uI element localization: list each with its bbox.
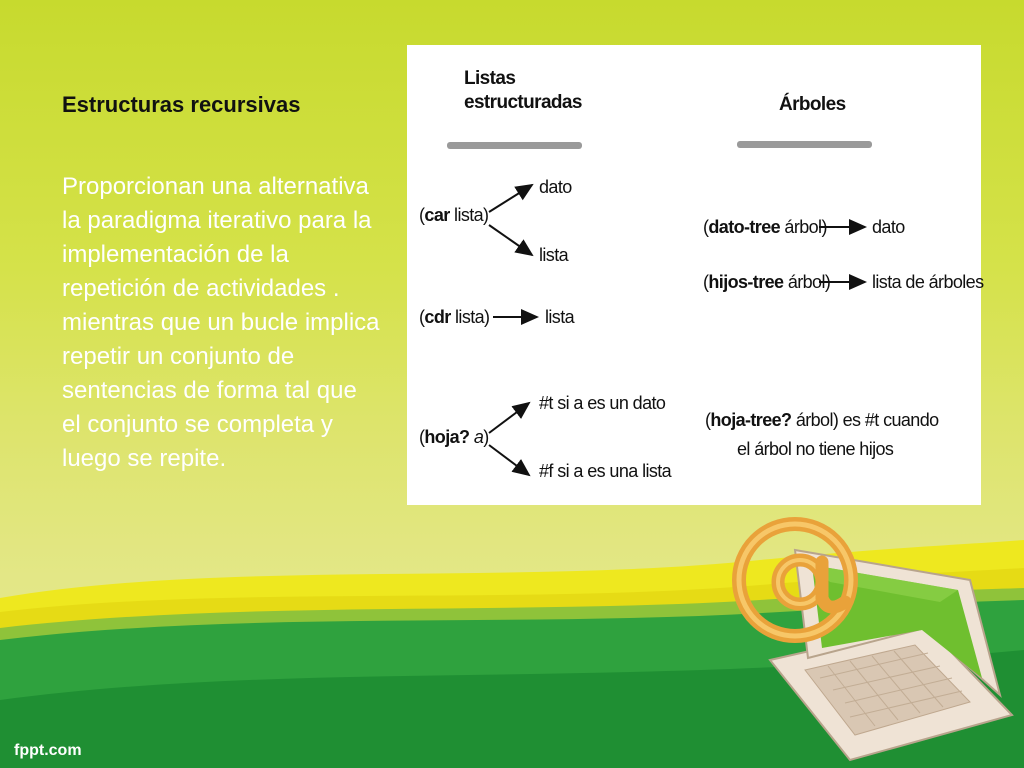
hoja-expression: (hoja? a) xyxy=(419,427,489,447)
cdr-expression: (cdr lista) xyxy=(419,307,490,327)
hoja-tree-description: el árbol no tiene hijos xyxy=(737,439,894,459)
slide-title: Estructuras recursivas xyxy=(62,92,301,117)
car-output-lista: lista xyxy=(539,245,569,265)
slide-body-text: Proporcionan una alternativa la paradigma iterativo para la implementación de la repetición de actividades . mientras que un bucle implica repetir un conjunto de sentencias de forma tal que el conjunto se completa y luego se repite. xyxy=(62,173,380,472)
laptop-at-sign-icon xyxy=(700,510,1020,768)
recursive-structures-figure xyxy=(407,45,984,505)
header-listas: Listas estructuradas xyxy=(464,68,582,113)
header-underline-right xyxy=(737,141,872,148)
hoja-arrow-down xyxy=(489,445,529,475)
hoja-arrow-up xyxy=(489,403,529,433)
hoja-tree-expression: (hoja-tree? árbol) es #t cuando xyxy=(705,410,939,430)
hijos-tree-output: lista de árboles xyxy=(872,272,984,292)
car-arrow-down xyxy=(489,225,532,255)
dato-tree-expression: (dato-tree árbol) xyxy=(703,217,827,237)
hijos-tree-expression: (hijos-tree árbol) xyxy=(703,272,831,292)
dato-tree-output: dato xyxy=(872,217,905,237)
car-expression: (car lista) xyxy=(419,205,489,225)
car-output-dato: dato xyxy=(539,177,572,197)
header-arboles: Árboles xyxy=(779,94,846,115)
car-arrow-up xyxy=(489,185,532,212)
hoja-output-true: #t si a es un dato xyxy=(539,393,666,413)
hoja-output-false: #f si a es una lista xyxy=(539,461,672,481)
cdr-output-lista: lista xyxy=(545,307,575,327)
header-underline-left xyxy=(447,142,582,149)
footer-brand: fppt.com xyxy=(14,742,82,759)
